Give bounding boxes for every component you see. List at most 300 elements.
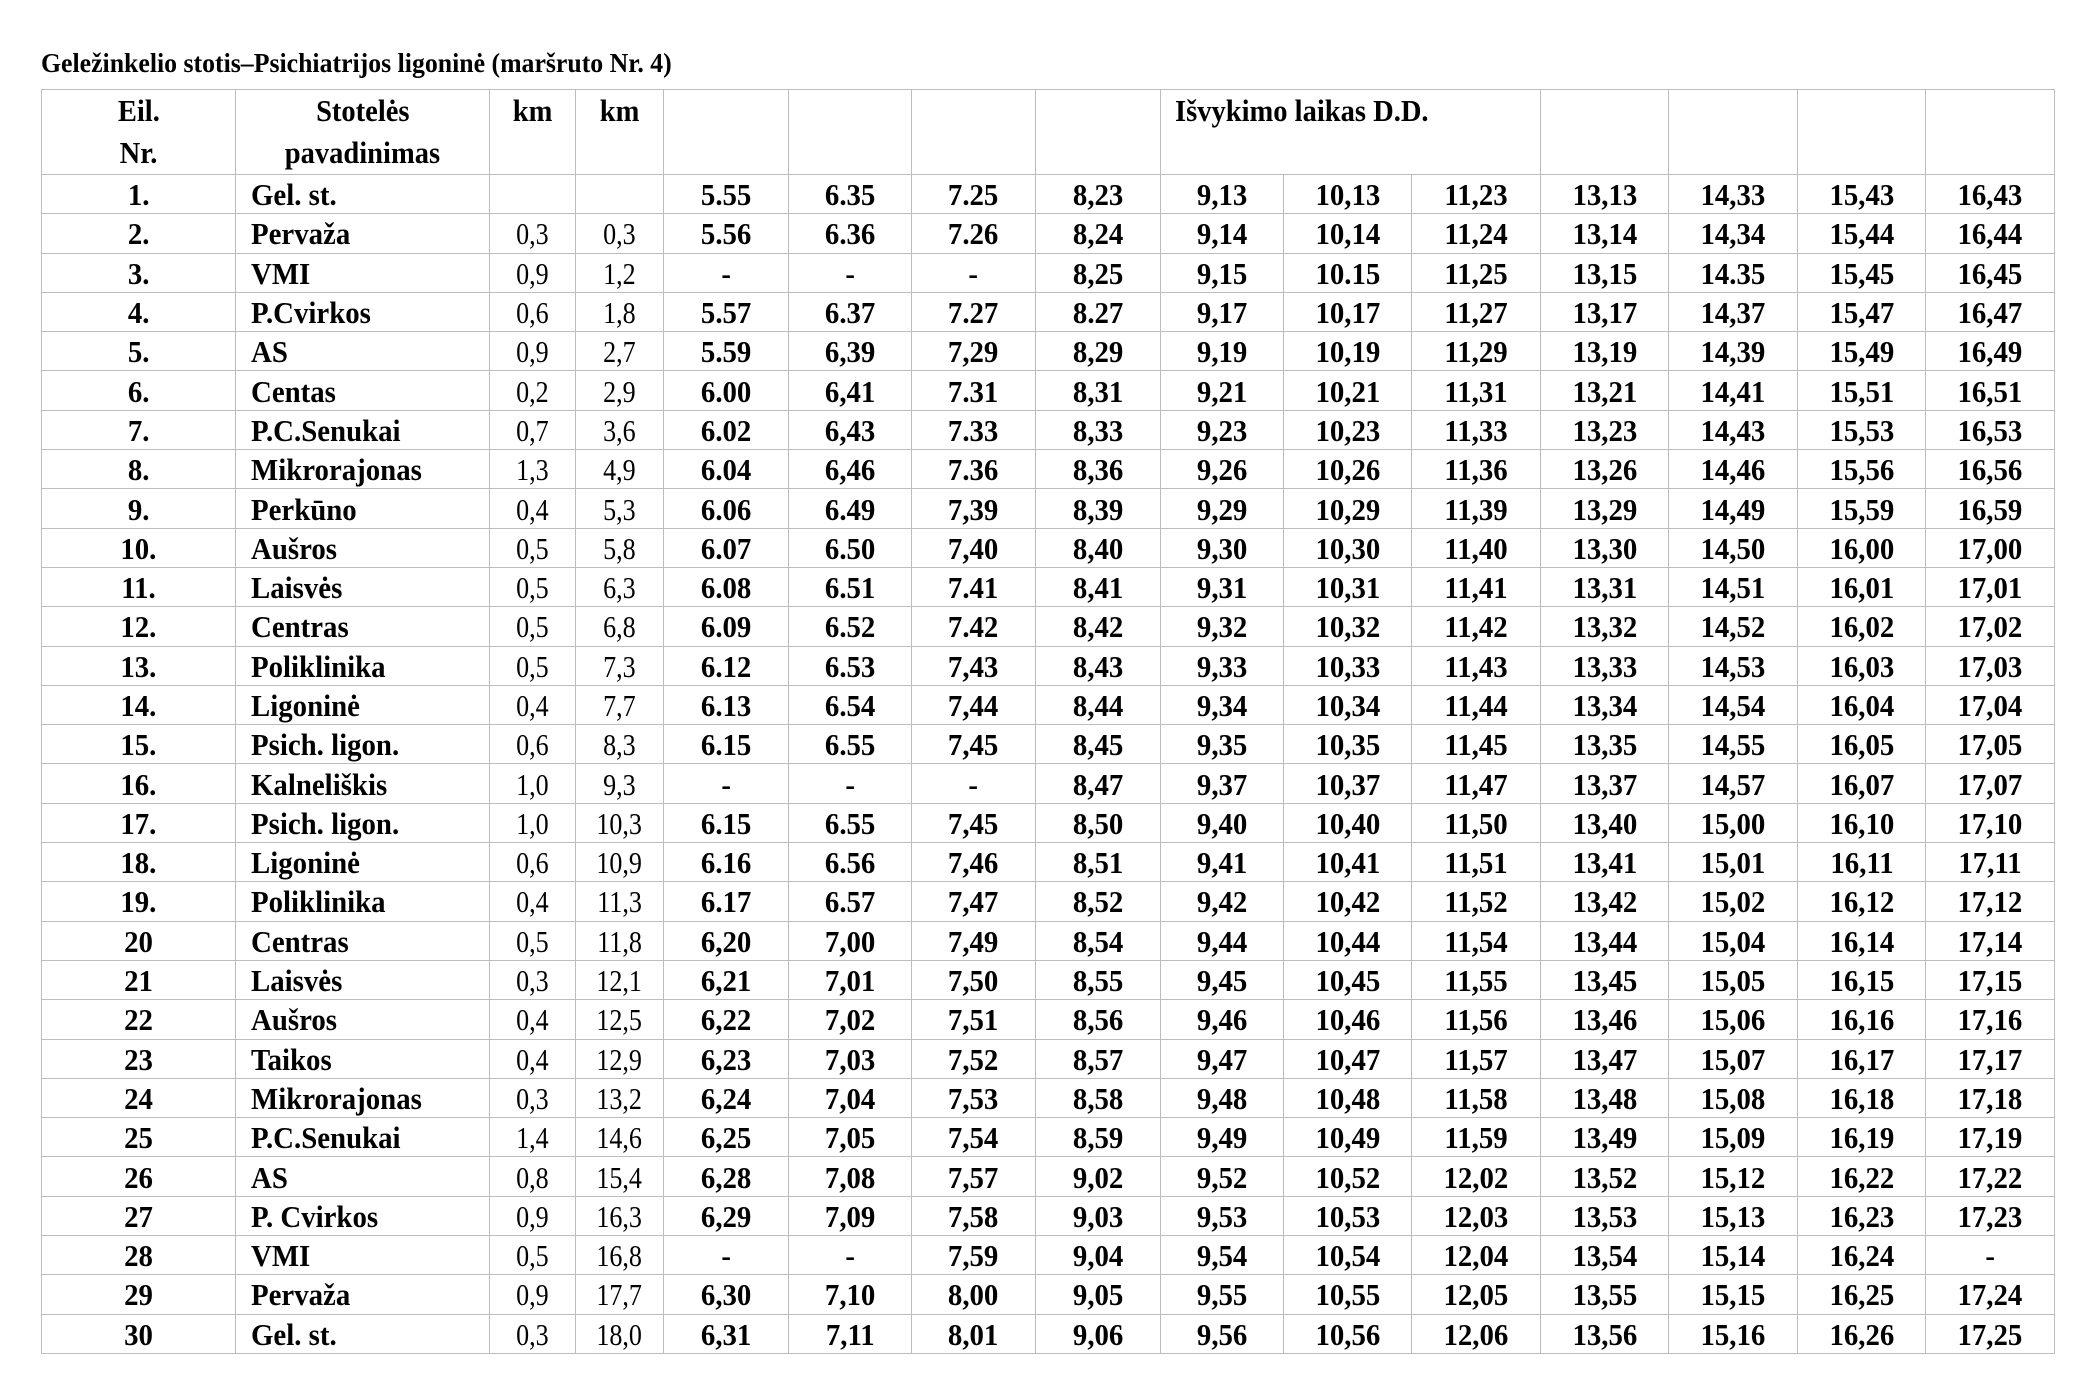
departure-time-text: 6.04 <box>700 452 752 488</box>
departure-time <box>789 1236 912 1275</box>
departure-time-text: 11,25 <box>1444 255 1508 291</box>
departure-time-text: 8,29 <box>1072 334 1124 370</box>
row-number <box>42 1196 236 1235</box>
departure-time-text: 6.07 <box>700 530 752 566</box>
departure-time-text: 15,13 <box>1700 1198 1766 1234</box>
departure-time-text: 9,49 <box>1196 1120 1248 1156</box>
table-row <box>42 1078 2055 1117</box>
stop-name <box>236 646 490 685</box>
departure-time-text: 6,30 <box>700 1277 752 1313</box>
departure-time <box>1798 1236 1926 1275</box>
departure-time <box>1412 253 1541 292</box>
departure-time <box>1798 1275 1926 1314</box>
stop-name-text: Mikrorajonas <box>251 452 422 488</box>
row-number-text: 16. <box>120 766 157 802</box>
departure-time-text: 13,15 <box>1572 255 1637 291</box>
departure-time <box>1284 1196 1412 1235</box>
row-number-text: 11. <box>121 570 156 606</box>
departure-time <box>664 1157 789 1196</box>
departure-time-text: 15,15 <box>1700 1277 1766 1313</box>
stop-name <box>236 214 490 253</box>
segment-km <box>490 607 576 646</box>
departure-time-text: 10,47 <box>1315 1041 1380 1077</box>
departure-time-text: 6.06 <box>700 491 752 527</box>
departure-time-text: 9,46 <box>1196 1002 1248 1038</box>
total-km <box>576 843 664 882</box>
stop-name <box>236 1314 490 1353</box>
total-km <box>576 528 664 567</box>
departure-time-text: - <box>1985 1238 1995 1274</box>
row-number-text: 23 <box>124 1041 153 1077</box>
departure-time-text: 8,54 <box>1072 923 1124 959</box>
departure-time-text: 12,04 <box>1443 1238 1509 1274</box>
departure-time <box>1669 1314 1798 1353</box>
departure-time <box>1284 1078 1412 1117</box>
departure-time-text: 11,52 <box>1444 884 1508 920</box>
stop-name-text: Pervaža <box>251 1277 351 1313</box>
departure-time <box>664 410 789 449</box>
departure-time <box>1926 1078 2055 1117</box>
departure-time <box>1161 1196 1284 1235</box>
departure-time-text: 13,31 <box>1572 570 1637 606</box>
table-row <box>42 175 2055 214</box>
departure-time-text: 10,53 <box>1315 1198 1380 1234</box>
row-number-text: 30 <box>124 1316 153 1352</box>
departure-time <box>1036 685 1161 724</box>
departure-time-text: 6.49 <box>824 491 876 527</box>
departure-time-text: 5.59 <box>700 334 752 370</box>
departure-time-text: 15,14 <box>1700 1238 1766 1274</box>
stop-name <box>236 1118 490 1157</box>
total-km-text: 16,8 <box>596 1238 643 1274</box>
departure-time-text: 9,32 <box>1196 609 1248 645</box>
departure-time-text: 6.55 <box>824 805 876 841</box>
departure-time <box>1161 960 1284 999</box>
departure-time-text: 17,07 <box>1957 766 2023 802</box>
header-time-empty <box>1798 90 1926 175</box>
departure-time <box>1669 450 1798 489</box>
departure-time <box>1036 332 1161 371</box>
segment-km <box>490 1118 576 1157</box>
departure-time-text: 16,59 <box>1957 491 2023 527</box>
total-km-text: 12,9 <box>596 1041 643 1077</box>
departure-time-text: 9,42 <box>1196 884 1248 920</box>
departure-time-text: 16,51 <box>1957 373 2023 409</box>
departure-time <box>1284 332 1412 371</box>
departure-time <box>1541 332 1669 371</box>
stop-name-text: P.C.Senukai <box>251 1120 401 1156</box>
departure-time-text: 7.27 <box>948 295 999 331</box>
row-number-text: 9. <box>127 491 150 527</box>
stop-name <box>236 175 490 214</box>
departure-time-text: 17,12 <box>1957 884 2023 920</box>
departure-time-text: 17,23 <box>1957 1198 2023 1234</box>
departure-time-text: 10,13 <box>1315 177 1380 213</box>
departure-time <box>789 528 912 567</box>
departure-time-text: 8,47 <box>1072 766 1124 802</box>
departure-time <box>1161 1000 1284 1039</box>
departure-time <box>789 567 912 606</box>
departure-time <box>1036 646 1161 685</box>
departure-time-text: 17,16 <box>1957 1002 2023 1038</box>
segment-km-text: 0,4 <box>516 884 549 920</box>
departure-time-text: 14,51 <box>1700 570 1766 606</box>
departure-time <box>912 921 1036 960</box>
departure-time <box>1284 528 1412 567</box>
departure-time-text: 7,57 <box>948 1159 999 1195</box>
departure-time-text: 10,44 <box>1315 923 1380 959</box>
total-km-text: 6,8 <box>603 609 636 645</box>
departure-time <box>1412 803 1541 842</box>
departure-time <box>912 1118 1036 1157</box>
departure-time-text: 13,34 <box>1572 688 1637 723</box>
departure-time <box>1669 489 1798 528</box>
departure-time <box>912 803 1036 842</box>
segment-km-text: 1,3 <box>516 452 549 488</box>
departure-time <box>1541 1000 1669 1039</box>
departure-time-text: 17,04 <box>1957 688 2023 723</box>
header-nr-line2: Nr. <box>119 135 158 170</box>
segment-km <box>490 1275 576 1314</box>
departure-time-text: 8,52 <box>1072 884 1124 920</box>
departure-time <box>1161 175 1284 214</box>
departure-time <box>912 725 1036 764</box>
header-km-total <box>576 90 664 175</box>
departure-time-text: 10.15 <box>1315 255 1380 291</box>
departure-time <box>1798 528 1926 567</box>
table-row <box>42 410 2055 449</box>
departure-time-text: 13,19 <box>1572 334 1637 370</box>
total-km-text: 12,1 <box>596 963 643 999</box>
departure-time <box>1161 764 1284 803</box>
segment-km <box>490 764 576 803</box>
stop-name-text: Centas <box>251 373 336 409</box>
departure-time <box>789 1000 912 1039</box>
row-number <box>42 292 236 331</box>
departure-time-text: 16,26 <box>1829 1316 1894 1352</box>
table-row <box>42 332 2055 371</box>
departure-time-text: 13,53 <box>1572 1198 1637 1234</box>
departure-time <box>1284 567 1412 606</box>
departure-time-text: 9,26 <box>1196 452 1248 488</box>
departure-time <box>664 214 789 253</box>
departure-time <box>1669 1236 1798 1275</box>
row-number <box>42 450 236 489</box>
departure-time-text: 13,41 <box>1572 845 1637 881</box>
departure-time <box>1926 528 2055 567</box>
departure-time-text: 17,05 <box>1957 727 2023 763</box>
departure-time <box>789 764 912 803</box>
departure-time-text: - <box>721 1238 731 1274</box>
departure-time <box>1669 292 1798 331</box>
departure-time <box>1284 410 1412 449</box>
departure-time <box>1669 1039 1798 1078</box>
departure-time <box>664 292 789 331</box>
departure-time <box>1541 528 1669 567</box>
table-row <box>42 1236 2055 1275</box>
departure-time <box>1036 1275 1161 1314</box>
departure-time-text: 13,17 <box>1572 295 1637 331</box>
total-km <box>576 489 664 528</box>
departure-time <box>1669 764 1798 803</box>
departure-time-text: 16,07 <box>1829 766 1894 802</box>
departure-time <box>664 646 789 685</box>
departure-time-text: 11,39 <box>1444 491 1508 527</box>
row-number <box>42 803 236 842</box>
departure-time <box>1798 253 1926 292</box>
departure-time <box>664 1275 789 1314</box>
stop-name-text: Laisvės <box>251 570 343 606</box>
departure-time <box>1161 646 1284 685</box>
departure-time <box>1541 843 1669 882</box>
departure-time <box>1284 489 1412 528</box>
departure-time <box>1284 1236 1412 1275</box>
departure-time-text: 11,43 <box>1444 648 1508 684</box>
departure-time <box>1926 1118 2055 1157</box>
total-km <box>576 1157 664 1196</box>
departure-time <box>1284 450 1412 489</box>
departure-time-text: 16,12 <box>1829 884 1894 920</box>
departure-time-text: 6,29 <box>700 1198 752 1234</box>
row-number <box>42 1000 236 1039</box>
departure-time <box>1036 528 1161 567</box>
departure-time-text: 15,12 <box>1700 1159 1766 1195</box>
departure-time <box>1926 607 2055 646</box>
departure-time-text: 6,31 <box>700 1316 752 1352</box>
segment-km-text: 0,4 <box>516 491 549 527</box>
total-km <box>576 921 664 960</box>
stop-name <box>236 843 490 882</box>
departure-time <box>1669 607 1798 646</box>
departure-time <box>1284 1000 1412 1039</box>
departure-time <box>1284 764 1412 803</box>
departure-time <box>1798 371 1926 410</box>
departure-time-text: 14,49 <box>1700 491 1766 527</box>
departure-time-text: 10,35 <box>1315 727 1380 763</box>
total-km <box>576 685 664 724</box>
departure-time-text: 15,07 <box>1700 1041 1766 1077</box>
stop-name-text: P.C.Senukai <box>251 412 401 448</box>
departure-time-text: 10,42 <box>1315 884 1380 920</box>
departure-time-text: 8,33 <box>1072 412 1124 448</box>
departure-time <box>1669 214 1798 253</box>
departure-time <box>1036 489 1161 528</box>
total-km-text: 18,0 <box>596 1316 643 1352</box>
departure-time-text: 7,02 <box>824 1002 876 1038</box>
table-row <box>42 253 2055 292</box>
header-time-empty <box>1669 90 1798 175</box>
departure-time-text: 16,24 <box>1829 1238 1894 1274</box>
departure-time <box>1412 1000 1541 1039</box>
departure-time-text: 13,44 <box>1572 923 1637 959</box>
departure-time <box>1412 921 1541 960</box>
departure-time-text: 16,18 <box>1829 1080 1894 1116</box>
departure-time <box>789 253 912 292</box>
departure-time-text: 15,44 <box>1829 216 1894 252</box>
departure-time <box>1926 214 2055 253</box>
departure-time <box>1798 292 1926 331</box>
row-number <box>42 607 236 646</box>
departure-time <box>1161 1275 1284 1314</box>
departure-time-text: 13,37 <box>1572 766 1637 802</box>
total-km-text: 0,3 <box>603 216 636 252</box>
segment-km-text: 0,4 <box>516 1041 549 1077</box>
total-km-text: 4,9 <box>603 452 636 488</box>
departure-time <box>1926 371 2055 410</box>
departure-time <box>1541 567 1669 606</box>
departure-time-text: 14,55 <box>1700 727 1766 763</box>
segment-km-text: 0,5 <box>516 570 549 606</box>
row-number-text: 27 <box>124 1198 153 1234</box>
departure-time-text: 14,37 <box>1700 295 1766 331</box>
row-number <box>42 646 236 685</box>
departure-time-text: 9,55 <box>1196 1277 1248 1313</box>
table-row <box>42 1275 2055 1314</box>
departure-time-text: 9,06 <box>1072 1316 1124 1352</box>
departure-time <box>1926 489 2055 528</box>
departure-time-text: 7.31 <box>948 373 999 409</box>
departure-time <box>789 921 912 960</box>
header-row-number <box>42 90 236 175</box>
total-km <box>576 567 664 606</box>
departure-time-text: 16,44 <box>1957 216 2023 252</box>
departure-time-text: 8,40 <box>1072 530 1124 566</box>
departure-time <box>1412 1157 1541 1196</box>
stop-name-text: P.Cvirkos <box>251 295 371 331</box>
departure-time <box>1541 1314 1669 1353</box>
header-km <box>490 90 576 175</box>
departure-time <box>912 371 1036 410</box>
departure-time <box>1036 843 1161 882</box>
departure-time <box>1284 882 1412 921</box>
departure-time-text: 7,54 <box>948 1120 999 1156</box>
total-km-text: 1,2 <box>603 255 636 291</box>
departure-time <box>664 1314 789 1353</box>
departure-time-text: 15,08 <box>1700 1080 1766 1116</box>
segment-km-text: 0,3 <box>516 963 549 999</box>
departure-time-text: 15,59 <box>1829 491 1894 527</box>
departure-time <box>1926 332 2055 371</box>
total-km <box>576 960 664 999</box>
departure-time-text: 15,53 <box>1829 412 1894 448</box>
departure-time-text: 7,43 <box>948 648 999 684</box>
table-row <box>42 921 2055 960</box>
departure-time <box>1036 921 1161 960</box>
departure-time-text: 6,20 <box>700 923 752 959</box>
departure-time <box>1926 1000 2055 1039</box>
stop-name <box>236 1039 490 1078</box>
departure-time-text: - <box>721 766 731 802</box>
departure-time-text: 16,19 <box>1829 1120 1894 1156</box>
departure-time-text: 16,25 <box>1829 1277 1894 1313</box>
departure-time <box>1161 410 1284 449</box>
departure-time-text: 7,04 <box>824 1080 876 1116</box>
departure-time-text: 17,02 <box>1957 609 2023 645</box>
departure-time <box>664 1236 789 1275</box>
departure-time <box>1798 1196 1926 1235</box>
departure-time <box>664 1196 789 1235</box>
departure-time-text: 11,40 <box>1444 530 1508 566</box>
departure-time <box>1926 960 2055 999</box>
stop-name-text: AS <box>251 334 288 370</box>
departure-time <box>1669 685 1798 724</box>
departure-time-text: 8,24 <box>1072 216 1124 252</box>
departure-time-text: 7,01 <box>824 963 876 999</box>
departure-time-text: 9,37 <box>1196 766 1248 802</box>
table-row <box>42 1000 2055 1039</box>
departure-time <box>1284 175 1412 214</box>
segment-km <box>490 803 576 842</box>
departure-time-text: 11,59 <box>1444 1120 1508 1156</box>
departure-time-text: 9,53 <box>1196 1198 1248 1234</box>
departure-time-text: 10,41 <box>1315 845 1380 881</box>
departure-time-text: 7,40 <box>948 530 999 566</box>
table-body <box>42 175 2055 1354</box>
departure-time <box>789 1275 912 1314</box>
departure-time-text: 8,44 <box>1072 688 1124 723</box>
departure-time <box>1284 292 1412 331</box>
departure-time <box>1798 1039 1926 1078</box>
departure-time-text: 15,56 <box>1829 452 1894 488</box>
segment-km <box>490 528 576 567</box>
stop-name-text: AS <box>251 1159 288 1195</box>
departure-time-text: 10,17 <box>1315 295 1380 331</box>
departure-time <box>1161 371 1284 410</box>
departure-time <box>1669 1118 1798 1157</box>
total-km-text: 8,3 <box>603 727 636 763</box>
departure-time <box>1541 882 1669 921</box>
departure-time <box>1926 764 2055 803</box>
departure-time <box>912 1039 1036 1078</box>
departure-time-text: 5.57 <box>700 295 752 331</box>
departure-time-text: 10,52 <box>1315 1159 1380 1195</box>
departure-time <box>1412 332 1541 371</box>
departure-time <box>912 175 1036 214</box>
departure-time <box>1798 1314 1926 1353</box>
stop-name <box>236 960 490 999</box>
segment-km <box>490 253 576 292</box>
departure-time-text: 9,40 <box>1196 805 1248 841</box>
segment-km <box>490 882 576 921</box>
segment-km <box>490 1039 576 1078</box>
departure-time-text: 14.35 <box>1700 255 1766 291</box>
departure-time <box>1798 1000 1926 1039</box>
departure-time <box>1798 646 1926 685</box>
departure-time-text: 13,35 <box>1572 727 1637 763</box>
departure-time-text: 7.36 <box>948 452 999 488</box>
departure-time-text: 9,44 <box>1196 923 1248 959</box>
row-number <box>42 882 236 921</box>
departure-time <box>1161 882 1284 921</box>
departure-time-text: 6,23 <box>700 1041 752 1077</box>
stop-name-text: Kalneliškis <box>251 766 388 802</box>
departure-time <box>1798 764 1926 803</box>
departure-time <box>789 725 912 764</box>
segment-km-text: 0,4 <box>516 688 549 723</box>
total-km <box>576 214 664 253</box>
departure-time <box>1926 1039 2055 1078</box>
departure-time <box>1284 214 1412 253</box>
departure-time <box>789 1118 912 1157</box>
table-row <box>42 882 2055 921</box>
departure-time <box>1926 1275 2055 1314</box>
row-number <box>42 1314 236 1353</box>
segment-km <box>490 960 576 999</box>
departure-time <box>664 843 789 882</box>
departure-time-text: 13,13 <box>1572 177 1637 213</box>
departure-time <box>1036 214 1161 253</box>
total-km <box>576 1078 664 1117</box>
